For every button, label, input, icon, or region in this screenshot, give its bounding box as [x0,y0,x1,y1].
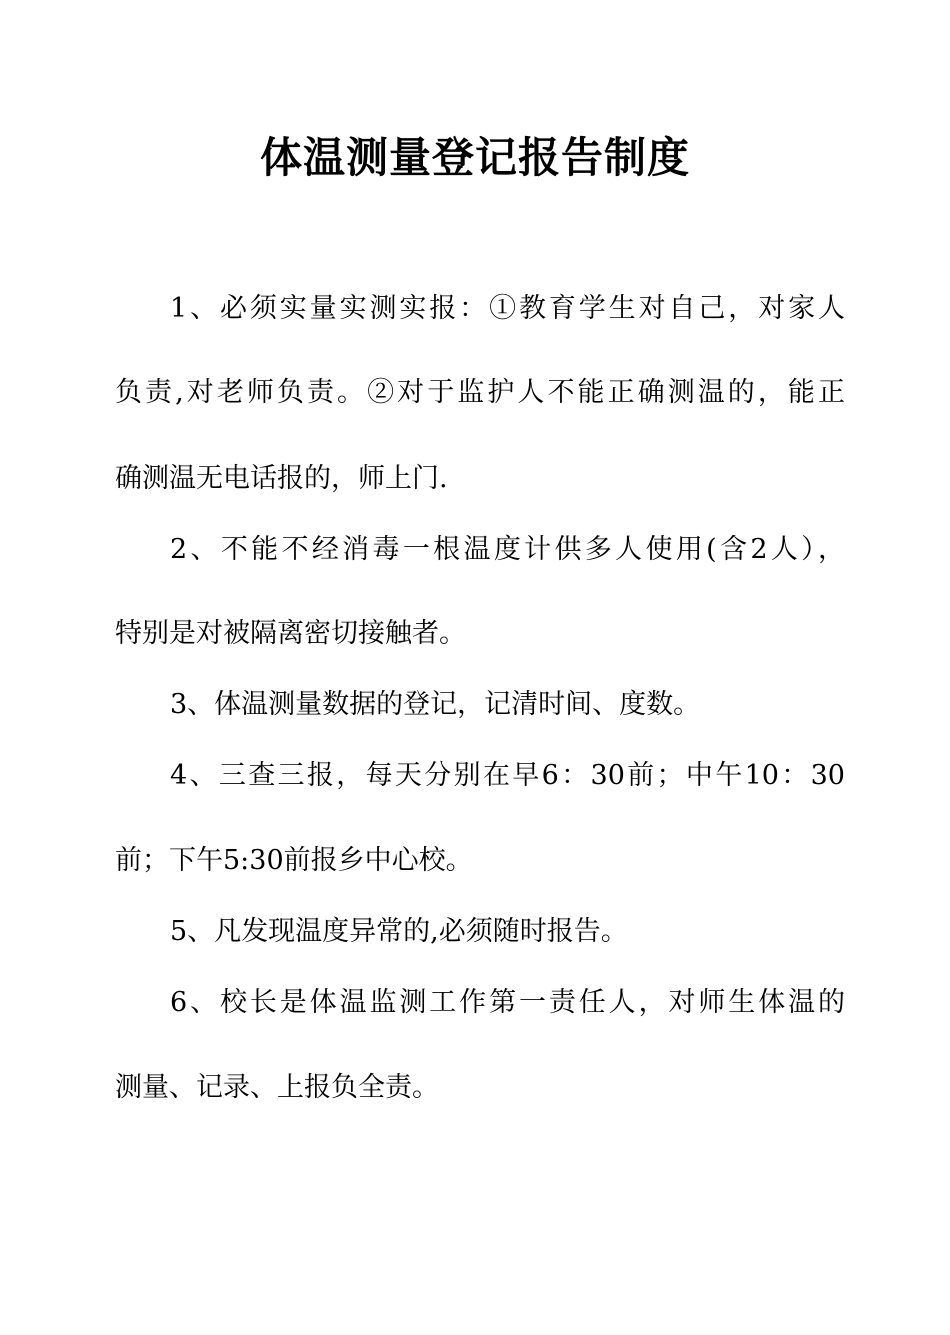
rule-6-line-2: 测量、记录、上报负全责。 [115,1072,439,1103]
rule-5-line-1: 5、凡发现温度异常的,必须随时报告。 [170,916,628,947]
rule-4-line-1: 4、三查三报，每天分别在早6：30前；中午10：30 [170,760,845,791]
rule-6-line-1: 6、校长是体温监测工作第一责任人，对师生体温的 [170,987,845,1018]
rule-4-line-2: 前；下午5:30前报乡中心校。 [115,845,473,876]
rule-3-line-1: 3、体温测量数据的登记，记清时间、度数。 [170,689,701,720]
rule-2-line-1: 2、不能不经消毒一根温度计供多人使用(含2人）， [170,534,845,565]
document-title: 体温测量登记报告制度 [259,133,690,182]
rule-1-line-2: 负责,对老师负责。②对于监护人不能正确测温的，能正 [115,377,845,408]
rule-1-line-1: 1、必须实量实测实报：①教育学生对自己，对家人 [170,293,845,324]
rule-2-line-2: 特别是对被隔离密切接触者。 [115,618,466,649]
rule-1-line-3: 确测温无电话报的，师上门. [115,463,448,494]
